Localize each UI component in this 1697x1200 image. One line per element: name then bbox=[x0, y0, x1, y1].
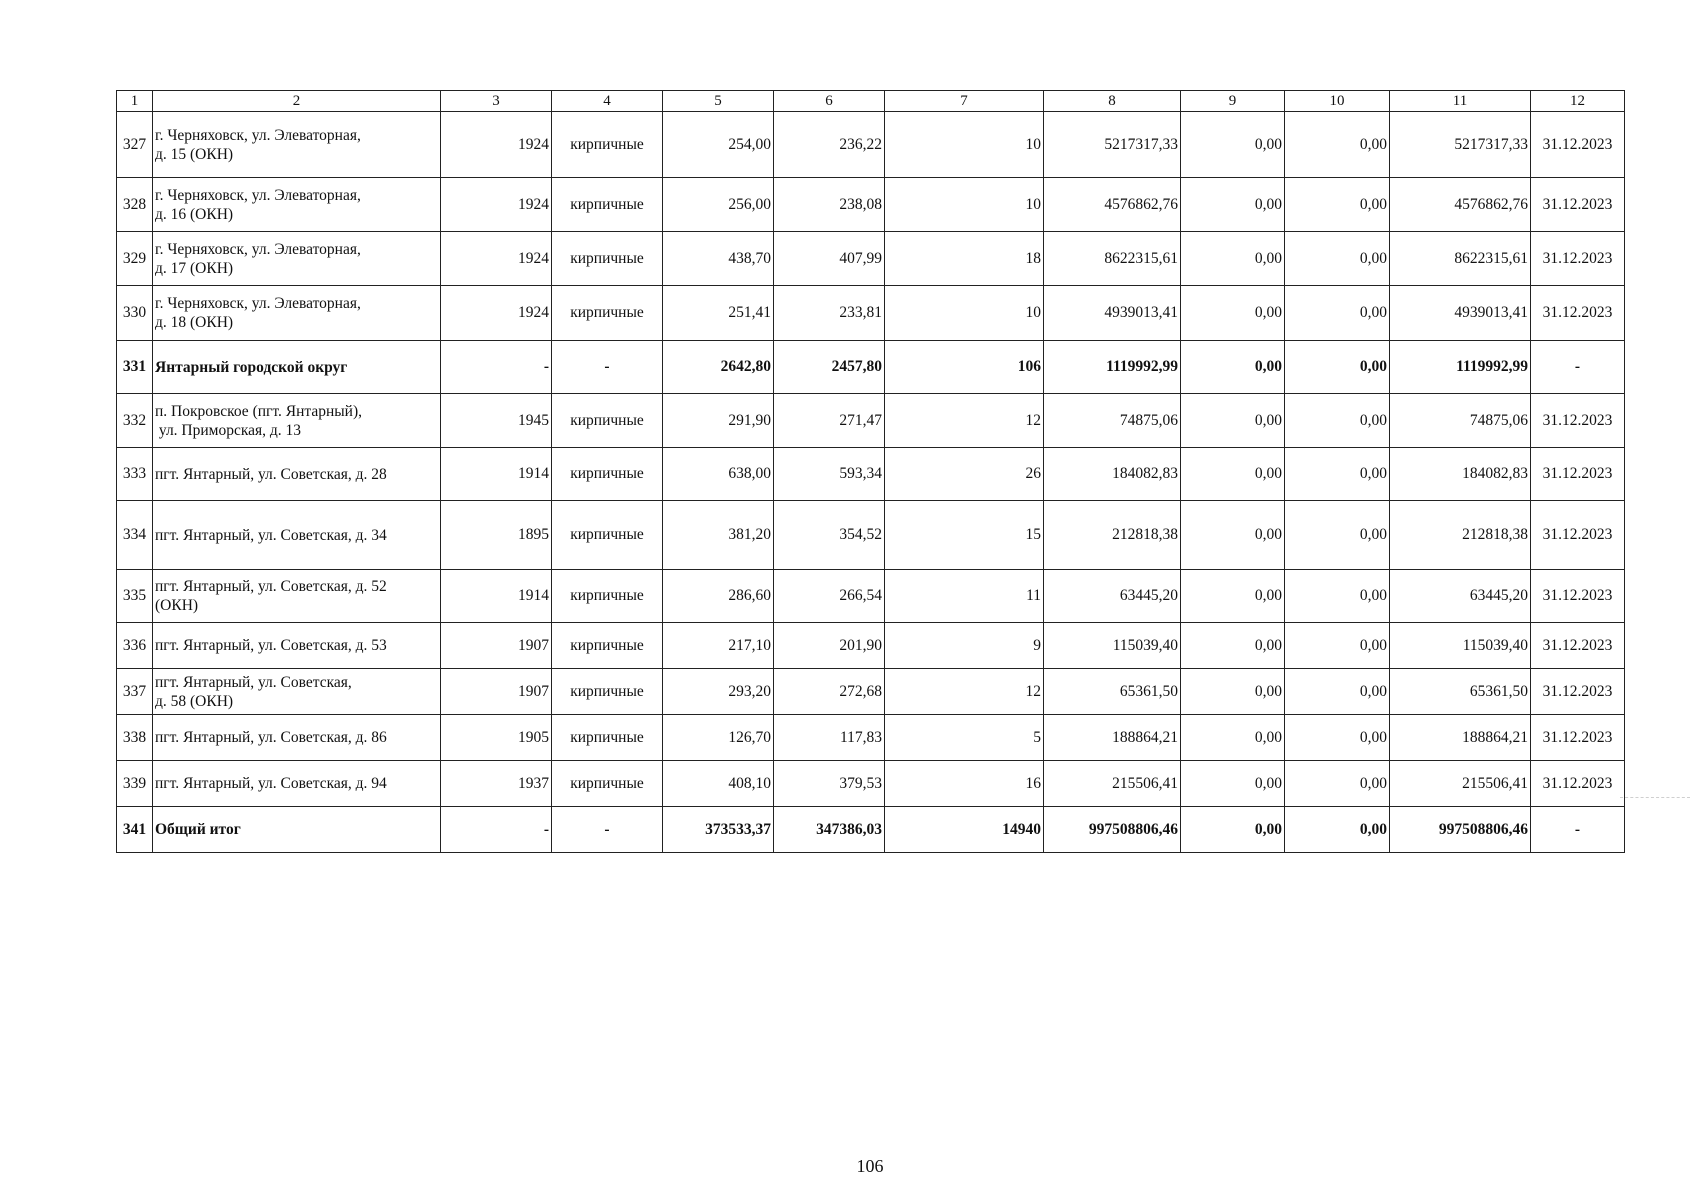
owners-cost-cell: 65361,50 bbox=[1390, 669, 1531, 715]
address-line: г. Черняховск, ул. Элеваторная, bbox=[155, 126, 361, 144]
wall-material-cell: - bbox=[552, 341, 663, 394]
total-area-cell: 126,70 bbox=[663, 715, 774, 761]
total-area-cell: 256,00 bbox=[663, 178, 774, 232]
budget-cost-cell: 0,00 bbox=[1285, 669, 1390, 715]
budget-cost-cell: 0,00 bbox=[1285, 112, 1390, 178]
row-number-cell: 338 bbox=[117, 715, 153, 761]
deadline-cell: - bbox=[1531, 341, 1625, 394]
total-area-cell: 291,90 bbox=[663, 394, 774, 448]
table-row bbox=[117, 178, 1625, 232]
address-line: д. 18 (ОКН) bbox=[155, 314, 234, 331]
table-row bbox=[117, 394, 1625, 448]
residents-cell: 26 bbox=[885, 448, 1044, 501]
deadline-cell: 31.12.2023 bbox=[1531, 232, 1625, 286]
living-area-cell: 407,99 bbox=[774, 232, 885, 286]
budget-cost-cell: 0,00 bbox=[1285, 570, 1390, 623]
residents-cell: 12 bbox=[885, 669, 1044, 715]
table-row bbox=[117, 448, 1625, 501]
address-cell bbox=[153, 448, 441, 501]
table-row bbox=[117, 715, 1625, 761]
budget-cost-cell: 0,00 bbox=[1285, 761, 1390, 807]
column-number: 11 bbox=[1390, 91, 1531, 112]
owners-cost-cell: 212818,38 bbox=[1390, 501, 1531, 570]
row-number-cell: 339 bbox=[117, 761, 153, 807]
year-cell: 1907 bbox=[441, 623, 552, 669]
table-row bbox=[117, 112, 1625, 178]
total-cost-cell: 65361,50 bbox=[1044, 669, 1181, 715]
address-line: ул. Приморская, д. 13 bbox=[155, 421, 302, 439]
row-number-cell: 333 bbox=[117, 448, 153, 501]
fund-cost-cell: 0,00 bbox=[1181, 178, 1285, 232]
row-number-cell: 330 bbox=[117, 286, 153, 341]
owners-cost-cell: 188864,21 bbox=[1390, 715, 1531, 761]
deadline-cell: 31.12.2023 bbox=[1531, 394, 1625, 448]
fund-cost-cell: 0,00 bbox=[1181, 341, 1285, 394]
fund-cost-cell: 0,00 bbox=[1181, 112, 1285, 178]
address-line: г. Черняховск, ул. Элеваторная, bbox=[155, 295, 361, 312]
living-area-cell: 593,34 bbox=[774, 448, 885, 501]
address-cell bbox=[153, 761, 441, 807]
deadline-cell: 31.12.2023 bbox=[1531, 623, 1625, 669]
table-row bbox=[117, 807, 1625, 853]
residents-cell: 10 bbox=[885, 286, 1044, 341]
living-area-cell: 236,22 bbox=[774, 112, 885, 178]
deadline-cell: 31.12.2023 bbox=[1531, 448, 1625, 501]
year-cell: 1945 bbox=[441, 394, 552, 448]
address-cell bbox=[153, 178, 441, 232]
owners-cost-cell: 4939013,41 bbox=[1390, 286, 1531, 341]
total-area-cell: 293,20 bbox=[663, 669, 774, 715]
residents-cell: 15 bbox=[885, 501, 1044, 570]
address-line: пгт. Янтарный, ул. Советская, д. 52 bbox=[155, 578, 387, 595]
row-number-cell: 336 bbox=[117, 623, 153, 669]
budget-cost-cell: 0,00 bbox=[1285, 448, 1390, 501]
owners-cost-cell: 1119992,99 bbox=[1390, 341, 1531, 394]
year-cell: 1924 bbox=[441, 112, 552, 178]
budget-cost-cell: 0,00 bbox=[1285, 715, 1390, 761]
total-area-cell: 254,00 bbox=[663, 112, 774, 178]
total-cost-cell: 8622315,61 bbox=[1044, 232, 1181, 286]
residents-cell: 106 bbox=[885, 341, 1044, 394]
row-number-cell: 332 bbox=[117, 394, 153, 448]
budget-cost-cell: 0,00 bbox=[1285, 286, 1390, 341]
owners-cost-cell: 184082,83 bbox=[1390, 448, 1531, 501]
wall-material-cell: кирпичные bbox=[552, 623, 663, 669]
column-number: 12 bbox=[1531, 91, 1625, 112]
address-line: д. 15 (ОКН) bbox=[155, 145, 234, 163]
budget-cost-cell: 0,00 bbox=[1285, 807, 1390, 853]
budget-cost-cell: 0,00 bbox=[1285, 394, 1390, 448]
year-cell: 1924 bbox=[441, 286, 552, 341]
budget-cost-cell: 0,00 bbox=[1285, 232, 1390, 286]
address-cell bbox=[153, 286, 441, 341]
header-row bbox=[117, 91, 1625, 112]
total-cost-cell: 74875,06 bbox=[1044, 394, 1181, 448]
wall-material-cell: кирпичные bbox=[552, 761, 663, 807]
table-row bbox=[117, 501, 1625, 570]
wall-material-cell: кирпичные bbox=[552, 669, 663, 715]
fund-cost-cell: 0,00 bbox=[1181, 715, 1285, 761]
total-area-cell: 438,70 bbox=[663, 232, 774, 286]
deadline-cell: 31.12.2023 bbox=[1531, 286, 1625, 341]
budget-cost-cell: 0,00 bbox=[1285, 341, 1390, 394]
column-number: 3 bbox=[441, 91, 552, 112]
total-cost-cell: 63445,20 bbox=[1044, 570, 1181, 623]
address-line: д. 16 (ОКН) bbox=[155, 205, 234, 223]
year-cell: 1924 bbox=[441, 178, 552, 232]
row-number-cell: 329 bbox=[117, 232, 153, 286]
living-area-cell: 379,53 bbox=[774, 761, 885, 807]
wall-material-cell: кирпичные bbox=[552, 715, 663, 761]
column-number: 9 bbox=[1181, 91, 1285, 112]
total-area-cell: 373533,37 bbox=[663, 807, 774, 853]
deadline-cell: 31.12.2023 bbox=[1531, 761, 1625, 807]
scan-edge-mark bbox=[1620, 797, 1690, 798]
total-cost-cell: 215506,41 bbox=[1044, 761, 1181, 807]
fund-cost-cell: 0,00 bbox=[1181, 807, 1285, 853]
column-number: 6 bbox=[774, 91, 885, 112]
fund-cost-cell: 0,00 bbox=[1181, 501, 1285, 570]
fund-cost-cell: 0,00 bbox=[1181, 286, 1285, 341]
deadline-cell: 31.12.2023 bbox=[1531, 715, 1625, 761]
fund-cost-cell: 0,00 bbox=[1181, 761, 1285, 807]
deadline-cell: 31.12.2023 bbox=[1531, 501, 1625, 570]
residents-cell: 10 bbox=[885, 178, 1044, 232]
column-number: 7 bbox=[885, 91, 1044, 112]
address-line: пгт. Янтарный, ул. Советская, д. 34 bbox=[155, 526, 387, 544]
total-area-cell: 217,10 bbox=[663, 623, 774, 669]
table-row bbox=[117, 669, 1625, 715]
address-cell bbox=[153, 232, 441, 286]
year-cell: 1914 bbox=[441, 570, 552, 623]
total-area-cell: 408,10 bbox=[663, 761, 774, 807]
budget-cost-cell: 0,00 bbox=[1285, 178, 1390, 232]
table-row bbox=[117, 232, 1625, 286]
column-number: 1 bbox=[117, 91, 153, 112]
address-cell bbox=[153, 623, 441, 669]
address-line: Общий итог bbox=[155, 821, 241, 838]
year-cell: 1914 bbox=[441, 448, 552, 501]
wall-material-cell: кирпичные bbox=[552, 112, 663, 178]
deadline-cell: 31.12.2023 bbox=[1531, 112, 1625, 178]
fund-cost-cell: 0,00 bbox=[1181, 394, 1285, 448]
deadline-cell: 31.12.2023 bbox=[1531, 570, 1625, 623]
row-number-cell: 328 bbox=[117, 178, 153, 232]
budget-cost-cell: 0,00 bbox=[1285, 501, 1390, 570]
fund-cost-cell: 0,00 bbox=[1181, 669, 1285, 715]
address-line: д. 58 (ОКН) bbox=[155, 692, 234, 710]
row-number-cell: 334 bbox=[117, 501, 153, 570]
column-number: 8 bbox=[1044, 91, 1181, 112]
owners-cost-cell: 8622315,61 bbox=[1390, 232, 1531, 286]
column-number: 5 bbox=[663, 91, 774, 112]
deadline-cell: 31.12.2023 bbox=[1531, 669, 1625, 715]
year-cell: 1937 bbox=[441, 761, 552, 807]
wall-material-cell: кирпичные bbox=[552, 448, 663, 501]
address-line: пгт. Янтарный, ул. Советская, д. 28 bbox=[155, 465, 387, 483]
living-area-cell: 347386,03 bbox=[774, 807, 885, 853]
fund-cost-cell: 0,00 bbox=[1181, 570, 1285, 623]
residents-cell: 18 bbox=[885, 232, 1044, 286]
table-row bbox=[117, 286, 1625, 341]
living-area-cell: 117,83 bbox=[774, 715, 885, 761]
total-area-cell: 286,60 bbox=[663, 570, 774, 623]
deadline-cell: 31.12.2023 bbox=[1531, 178, 1625, 232]
total-area-cell: 638,00 bbox=[663, 448, 774, 501]
total-cost-cell: 1119992,99 bbox=[1044, 341, 1181, 394]
page-number: 106 bbox=[856, 1156, 884, 1176]
year-cell: 1905 bbox=[441, 715, 552, 761]
wall-material-cell: кирпичные bbox=[552, 570, 663, 623]
residents-cell: 5 bbox=[885, 715, 1044, 761]
year-cell: 1907 bbox=[441, 669, 552, 715]
housing-table bbox=[116, 90, 1625, 853]
wall-material-cell: - bbox=[552, 807, 663, 853]
year-cell: - bbox=[441, 807, 552, 853]
table-row bbox=[117, 623, 1625, 669]
column-number: 4 bbox=[552, 91, 663, 112]
deadline-cell: - bbox=[1531, 807, 1625, 853]
owners-cost-cell: 997508806,46 bbox=[1390, 807, 1531, 853]
address-line: (ОКН) bbox=[155, 597, 199, 614]
owners-cost-cell: 63445,20 bbox=[1390, 570, 1531, 623]
address-line: пгт. Янтарный, ул. Советская, д. 53 bbox=[155, 637, 387, 654]
address-line: г. Черняховск, ул. Элеваторная, bbox=[155, 186, 361, 204]
owners-cost-cell: 74875,06 bbox=[1390, 394, 1531, 448]
address-cell bbox=[153, 669, 441, 715]
address-cell bbox=[153, 501, 441, 570]
wall-material-cell: кирпичные bbox=[552, 232, 663, 286]
residents-cell: 14940 bbox=[885, 807, 1044, 853]
table-row bbox=[117, 341, 1625, 394]
row-number-cell: 327 bbox=[117, 112, 153, 178]
address-line: п. Покровское (пгт. Янтарный), bbox=[155, 402, 363, 420]
living-area-cell: 2457,80 bbox=[774, 341, 885, 394]
owners-cost-cell: 5217317,33 bbox=[1390, 112, 1531, 178]
table-row bbox=[117, 761, 1625, 807]
wall-material-cell: кирпичные bbox=[552, 501, 663, 570]
total-cost-cell: 188864,21 bbox=[1044, 715, 1181, 761]
year-cell: - bbox=[441, 341, 552, 394]
fund-cost-cell: 0,00 bbox=[1181, 232, 1285, 286]
year-cell: 1924 bbox=[441, 232, 552, 286]
living-area-cell: 233,81 bbox=[774, 286, 885, 341]
total-cost-cell: 4939013,41 bbox=[1044, 286, 1181, 341]
row-number-cell: 341 bbox=[117, 807, 153, 853]
row-number-cell: 335 bbox=[117, 570, 153, 623]
row-number-cell: 331 bbox=[117, 341, 153, 394]
owners-cost-cell: 4576862,76 bbox=[1390, 178, 1531, 232]
address-line: пгт. Янтарный, ул. Советская, bbox=[155, 673, 352, 691]
address-cell bbox=[153, 715, 441, 761]
address-line: г. Черняховск, ул. Элеваторная, bbox=[155, 240, 361, 258]
living-area-cell: 266,54 bbox=[774, 570, 885, 623]
table-body bbox=[117, 91, 1625, 853]
address-cell bbox=[153, 570, 441, 623]
column-number: 2 bbox=[153, 91, 441, 112]
living-area-cell: 201,90 bbox=[774, 623, 885, 669]
table-row bbox=[117, 570, 1625, 623]
address-line: пгт. Янтарный, ул. Советская, д. 94 bbox=[155, 775, 387, 792]
year-cell: 1895 bbox=[441, 501, 552, 570]
total-area-cell: 2642,80 bbox=[663, 341, 774, 394]
residents-cell: 11 bbox=[885, 570, 1044, 623]
residents-cell: 9 bbox=[885, 623, 1044, 669]
total-area-cell: 381,20 bbox=[663, 501, 774, 570]
owners-cost-cell: 215506,41 bbox=[1390, 761, 1531, 807]
wall-material-cell: кирпичные bbox=[552, 178, 663, 232]
total-cost-cell: 184082,83 bbox=[1044, 448, 1181, 501]
living-area-cell: 238,08 bbox=[774, 178, 885, 232]
total-area-cell: 251,41 bbox=[663, 286, 774, 341]
address-cell bbox=[153, 341, 441, 394]
fund-cost-cell: 0,00 bbox=[1181, 623, 1285, 669]
address-cell bbox=[153, 807, 441, 853]
address-cell bbox=[153, 112, 441, 178]
address-cell bbox=[153, 394, 441, 448]
living-area-cell: 354,52 bbox=[774, 501, 885, 570]
residents-cell: 10 bbox=[885, 112, 1044, 178]
owners-cost-cell: 115039,40 bbox=[1390, 623, 1531, 669]
total-cost-cell: 4576862,76 bbox=[1044, 178, 1181, 232]
total-cost-cell: 115039,40 bbox=[1044, 623, 1181, 669]
total-cost-cell: 212818,38 bbox=[1044, 501, 1181, 570]
address-line: Янтарный городской округ bbox=[155, 358, 348, 376]
living-area-cell: 271,47 bbox=[774, 394, 885, 448]
wall-material-cell: кирпичные bbox=[552, 286, 663, 341]
fund-cost-cell: 0,00 bbox=[1181, 448, 1285, 501]
column-number: 10 bbox=[1285, 91, 1390, 112]
residents-cell: 12 bbox=[885, 394, 1044, 448]
total-cost-cell: 997508806,46 bbox=[1044, 807, 1181, 853]
address-line: д. 17 (ОКН) bbox=[155, 259, 234, 277]
budget-cost-cell: 0,00 bbox=[1285, 623, 1390, 669]
total-cost-cell: 5217317,33 bbox=[1044, 112, 1181, 178]
address-line: пгт. Янтарный, ул. Советская, д. 86 bbox=[155, 729, 387, 746]
living-area-cell: 272,68 bbox=[774, 669, 885, 715]
row-number-cell: 337 bbox=[117, 669, 153, 715]
residents-cell: 16 bbox=[885, 761, 1044, 807]
wall-material-cell: кирпичные bbox=[552, 394, 663, 448]
